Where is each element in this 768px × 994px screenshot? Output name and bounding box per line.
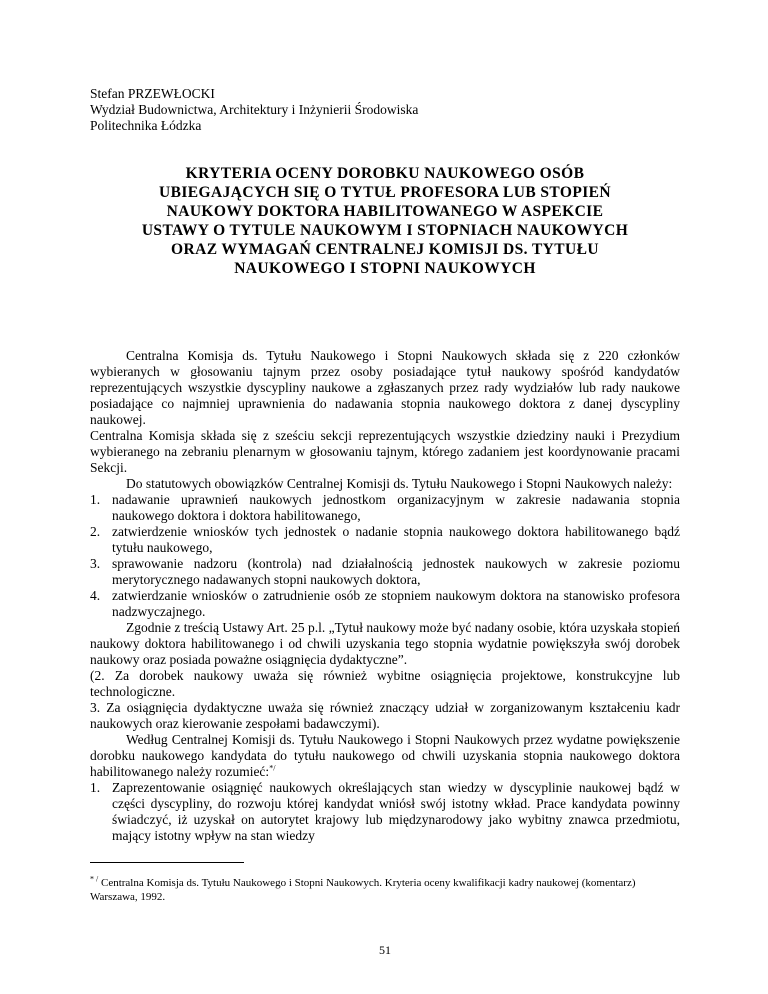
author-block (90, 86, 418, 134)
footnote (90, 876, 680, 904)
paragraph-text: Według Centralnej Komisji ds. Tytułu Naukowego i Stopni Naukowych przez wydatne powiększenie dorobku naukowego kandydata do tytułu naukowego od chwili uzyskania stopnia naukowego doktora habilitowanego należy rozumieć: (90, 732, 680, 779)
author-university: Politechnika Łódzka (90, 118, 202, 133)
author-department: Wydział Budownictwa, Architektury i Inżynierii Środowiska (90, 102, 419, 117)
footnote-text: Centralna Komisja ds. Tytułu Naukowego i Stopni Naukowych. Kryteria oceny kwalifikacji kadry naukowej (komentarz) Warszawa, 1992. (90, 877, 636, 903)
footnote-reference: */ (269, 763, 276, 773)
list-number: 1. (90, 492, 101, 507)
footnote-mark: * / (90, 874, 99, 884)
paper-title (80, 164, 690, 278)
list-number: 1. (90, 780, 101, 795)
list-item (90, 524, 680, 556)
footnote-separator (90, 862, 244, 863)
list-number: 3. (90, 556, 101, 571)
list-item (90, 780, 680, 844)
title-line: ORAZ WYMAGAŃ CENTRALNEJ KOMISJI DS. TYTUŁU (171, 241, 599, 258)
criteria-list (90, 780, 680, 844)
document-page (90, 0, 680, 994)
paragraph: Zgodnie z treścią Ustawy Art. 25 p.l. „Tytuł naukowy może być nadany osobie, która uzyskała stopień naukowy doktora habilitowanego i od chwili uzyskania tego stopnia wydatnie powiększyła swój dorobek naukowy oraz posiada poważne osiągnięcia dydaktyczne”. (90, 620, 680, 667)
paragraph (90, 732, 680, 780)
title-line: KRYTERIA OCENY DOROBKU NAUKOWEGO OSÓB (185, 165, 585, 182)
paragraph: Do statutowych obowiązków Centralnej Komisji ds. Tytułu Naukowego i Stopni Naukowych należy: (126, 476, 673, 491)
paragraph: Centralna Komisja ds. Tytułu Naukowego i Stopni Naukowych składa się z 220 członków wybieranych w głosowaniu tajnym przez osoby posiadające tytuł naukowy spośród kandydatów reprezentujących wszystkie dyscypliny naukowe a zgłaszanych przez rady wydziałów lub rady naukowe posiadające co najmniej uprawnienia do nadawania stopnia naukowego doktora z danej dyscypliny naukowej. (90, 348, 680, 427)
list-item (90, 588, 680, 620)
list-number: 4. (90, 588, 101, 603)
page-number: 51 (379, 943, 391, 957)
title-line: NAUKOWY DOKTORA HABILITOWANEGO W ASPEKCIE (166, 203, 604, 220)
author-name: Stefan PRZEWŁOCKI (90, 86, 215, 101)
paragraph: Centralna Komisja składa się z sześciu sekcji reprezentujących wszystkie dziedziny nauki i Prezydium wybieranego na zebraniu plenarnym w głosowaniu tajnym, którego zadaniem jest koordynowanie pracami Sekcji. (90, 428, 680, 475)
list-item-text: Zaprezentowanie osiągnięć naukowych określających stan wiedzy w dyscyplinie naukowej bądź w części dyscypliny, do rozwoju której kandydat wniósł swój istotny wkład. Prace kandydata powinny świadczyć, iż uzyskał on autorytet krajowy lub międzynarodowy jako wybitny znawca przedmiotu, mający istotny wpływ na stan wiedzy (112, 780, 680, 843)
list-item (90, 492, 680, 524)
list-number: 2. (90, 524, 101, 539)
list-item-text: sprawowanie nadzoru (kontrola) nad działalnością jednostek naukowych w zakresie poziomu merytorycznego nadawanych stopni naukowych doktora, (112, 556, 680, 587)
list-item-text: nadawanie uprawnień naukowych jednostkom organizacyjnym w zakresie nadawania stopnia naukowego doktora i doktora habilitowanego, (112, 492, 680, 523)
paragraph: 3. Za osiągnięcia dydaktyczne uważa się również znaczący udział w zorganizowanym kształceniu kadr naukowych oraz kierowanie zespołami badawczymi). (90, 700, 680, 731)
title-line: USTAWY O TYTULE NAUKOWYM I STOPNIACH NAUKOWYCH (141, 222, 629, 239)
duties-list (90, 492, 680, 620)
title-line: UBIEGAJĄCYCH SIĘ O TYTUŁ PROFESORA LUB STOPIEŃ (159, 184, 611, 201)
list-item-text: zatwierdzenie wniosków tych jednostek o nadanie stopnia naukowego doktora habilitowanego bądź tytułu naukowego, (112, 524, 680, 555)
body-text (90, 348, 680, 844)
list-item-text: zatwierdzanie wniosków o zatrudnienie osób ze stopniem naukowym doktora na stanowisko profesora nadzwyczajnego. (112, 588, 680, 619)
paragraph: (2. Za dorobek naukowy uważa się również wybitne osiągnięcia projektowe, konstrukcyjne lub technologiczne. (90, 668, 680, 699)
list-item (90, 556, 680, 588)
title-line: NAUKOWEGO I STOPNI NAUKOWYCH (234, 260, 536, 277)
